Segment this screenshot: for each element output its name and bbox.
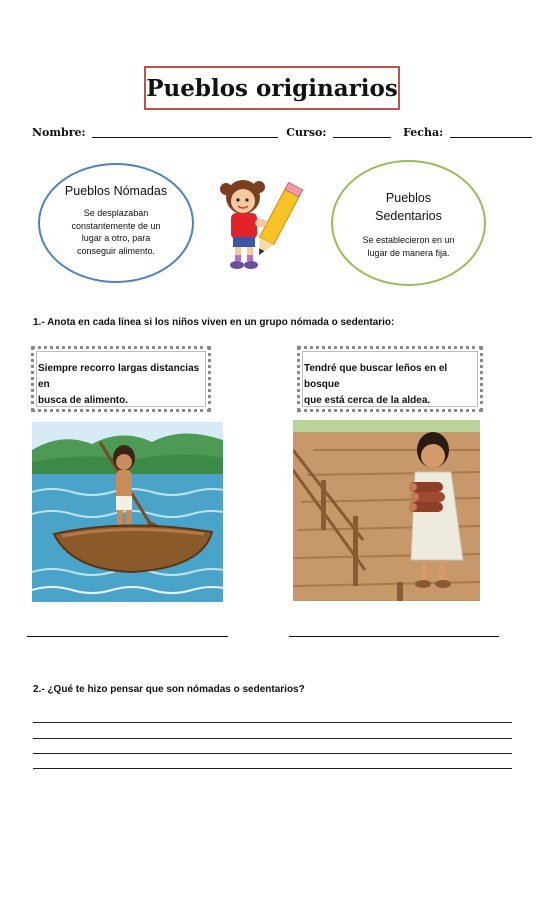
boy-in-canoe-illustration xyxy=(32,422,223,602)
fecha-label: Fecha: xyxy=(403,126,444,139)
sedentarios-title-line: Pueblos xyxy=(385,191,432,205)
writing-line[interactable] xyxy=(33,722,512,723)
nombre-label: Nombre: xyxy=(32,126,86,139)
girl-carrying-logs-illustration xyxy=(293,420,480,601)
sedentarios-line: Se establecieron en un xyxy=(362,235,455,245)
fecha-field[interactable] xyxy=(450,137,532,138)
nomadas-title: Pueblos Nómadas xyxy=(64,184,168,198)
girl-with-pencil-icon xyxy=(207,175,307,275)
nomadas-line: conseguir alimento. xyxy=(76,245,156,256)
writing-line[interactable] xyxy=(33,738,512,739)
student-info-row xyxy=(32,126,532,139)
title-box xyxy=(144,66,400,110)
answer-line-right[interactable] xyxy=(289,636,499,637)
statement-line: busca de alimento. xyxy=(38,395,129,406)
statement-line: que está cerca de la aldea. xyxy=(304,395,431,406)
question-2: 2.- ¿Qué te hizo pensar que son nómadas o sedentarios? xyxy=(33,684,305,695)
sedentarios-title-line: Sedentarios xyxy=(375,209,442,223)
writing-line[interactable] xyxy=(33,768,512,769)
curso-field[interactable] xyxy=(333,137,391,138)
writing-line[interactable] xyxy=(33,753,512,754)
statement-line: Siempre recorro largas distancias en xyxy=(38,363,200,390)
page-title: Pueblos originarios xyxy=(146,74,398,102)
statement-line: Tendré que buscar leños en el bosque xyxy=(304,363,448,390)
answer-line-left[interactable] xyxy=(27,636,228,637)
statement-box-left xyxy=(31,346,211,412)
sedentarios-definition xyxy=(331,160,486,286)
sedentarios-line: lugar de manera fija. xyxy=(367,247,450,258)
nomadas-definition xyxy=(38,163,194,283)
nomadas-line: Se desplazaban xyxy=(83,208,149,218)
nomadas-line: lugar a otro, para xyxy=(81,233,151,243)
question-1: 1.- Anota en cada línea si los niños viven en un grupo nómada o sedentario: xyxy=(33,317,395,328)
nomadas-line: constantemente de un xyxy=(71,220,161,231)
nombre-field[interactable] xyxy=(92,137,278,138)
statement-box-right xyxy=(297,346,483,412)
curso-label: Curso: xyxy=(286,126,327,139)
